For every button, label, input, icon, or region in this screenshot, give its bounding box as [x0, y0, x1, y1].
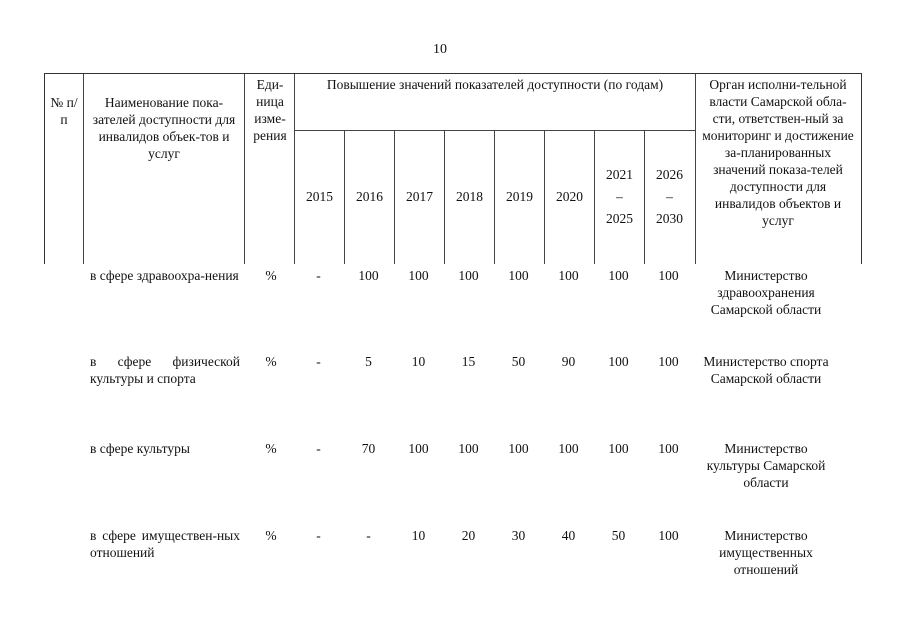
value-cell: - — [316, 354, 321, 369]
value-cell: 100 — [408, 441, 429, 456]
value-cell: - — [316, 441, 321, 456]
header-unit: Еди-ница изме-рения — [253, 77, 287, 143]
year-2019: 2019 — [506, 189, 533, 204]
value-cell: 30 — [511, 528, 526, 543]
row-org: Министерство спорта Самарской области — [703, 354, 829, 386]
row-name: в сфере имуществен-ных отношений — [90, 528, 240, 560]
row-unit: % — [265, 354, 277, 369]
value-cell: 100 — [608, 441, 629, 456]
value-cell: 20 — [461, 528, 476, 543]
year-range-dash: – — [666, 189, 673, 204]
value-cell: 100 — [608, 268, 629, 283]
year-range-start: 2026 — [656, 167, 683, 182]
row-unit: % — [265, 268, 277, 283]
row-name: в сфере здравоохра-нения — [90, 268, 239, 283]
row-org: Министерство имущественных отношений — [719, 528, 813, 577]
value-cell: 100 — [658, 354, 679, 369]
header-group: Повышение значений показателей доступности (по годам) — [326, 77, 664, 92]
year-2015: 2015 — [306, 189, 333, 204]
col-divider — [294, 74, 295, 264]
page-number: 10 — [433, 42, 447, 57]
value-cell: 100 — [658, 528, 679, 543]
value-cell: 100 — [458, 441, 479, 456]
value-cell: 100 — [508, 441, 529, 456]
value-cell: 90 — [561, 354, 576, 369]
table-header — [44, 73, 862, 264]
year-range-2021-2025 — [595, 164, 644, 230]
year-range-start: 2021 — [606, 167, 633, 182]
row-name: в сфере культуры — [90, 441, 190, 456]
value-cell: 15 — [461, 354, 476, 369]
value-cell: 50 — [511, 354, 526, 369]
header-org: Орган исполни-тельной власти Самарской обла-сти, ответствен-ный за мониторинг и достижение за-планированных значений показа-телей доступности для инвалидов объектов и услуг — [702, 77, 854, 228]
value-cell: 50 — [611, 528, 626, 543]
value-cell: - — [316, 528, 321, 543]
col-divider — [695, 74, 696, 264]
row-org: Министерство культуры Самарской области — [706, 441, 826, 490]
value-cell: 40 — [561, 528, 576, 543]
row-unit: % — [265, 528, 277, 543]
row-name: в сфере физической культуры и спорта — [90, 354, 240, 386]
year-range-dash: – — [616, 189, 623, 204]
value-cell: 100 — [458, 268, 479, 283]
year-2016: 2016 — [356, 189, 383, 204]
value-cell: 100 — [508, 268, 529, 283]
year-range-end: 2025 — [606, 211, 633, 226]
value-cell: 100 — [608, 354, 629, 369]
value-cell: 100 — [558, 268, 579, 283]
value-cell: 70 — [361, 441, 376, 456]
col-divider — [244, 74, 245, 264]
header-name: Наименование пока-зателей доступности для инвалидов объек-тов и услуг — [92, 95, 236, 161]
header-num: № п/п — [50, 95, 78, 127]
year-range-2026-2030 — [645, 164, 694, 230]
value-cell: 100 — [658, 441, 679, 456]
value-cell: 10 — [411, 528, 426, 543]
year-2017: 2017 — [406, 189, 433, 204]
value-cell: - — [316, 268, 321, 283]
value-cell: 10 — [411, 354, 426, 369]
value-cell: - — [366, 528, 371, 543]
row-unit: % — [265, 441, 277, 456]
value-cell: 100 — [358, 268, 379, 283]
col-divider — [83, 74, 84, 264]
value-cell: 100 — [408, 268, 429, 283]
row-org: Министерство здравоохранения Самарской области — [710, 268, 822, 317]
row-divider — [294, 130, 695, 131]
year-2020: 2020 — [556, 189, 583, 204]
value-cell: 5 — [365, 354, 372, 369]
year-2018: 2018 — [456, 189, 483, 204]
value-cell: 100 — [658, 268, 679, 283]
year-range-end: 2030 — [656, 211, 683, 226]
value-cell: 100 — [558, 441, 579, 456]
